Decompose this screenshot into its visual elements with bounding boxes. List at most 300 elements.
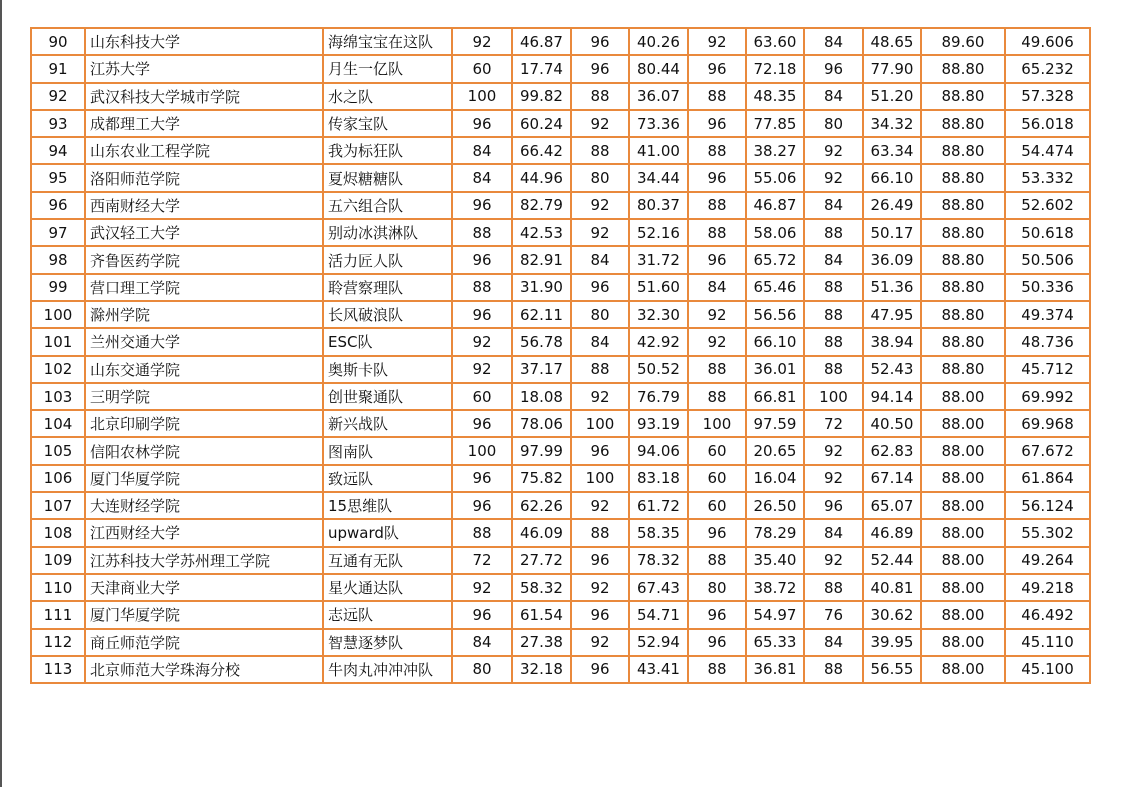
total-cell: 49.606: [1005, 28, 1090, 55]
v1-cell: 42.53: [512, 219, 571, 246]
s3-cell: 88: [688, 192, 746, 219]
s1-cell: 96: [452, 492, 512, 519]
rank-cell: 101: [31, 328, 85, 355]
s2-cell: 96: [571, 547, 629, 574]
v3-cell: 38.72: [746, 574, 804, 601]
v2-cell: 43.41: [629, 656, 688, 683]
s1-cell: 92: [452, 328, 512, 355]
s4-cell: 96: [804, 492, 863, 519]
s3-cell: 88: [688, 83, 746, 110]
s1-cell: 84: [452, 629, 512, 656]
table-row: [31, 55, 1090, 82]
school-cell: 营口理工学院: [85, 274, 323, 301]
s5-cell: 88.00: [921, 547, 1005, 574]
s4-cell: 92: [804, 465, 863, 492]
v1-cell: 60.24: [512, 110, 571, 137]
school-cell: 兰州交通大学: [85, 328, 323, 355]
v1-cell: 75.82: [512, 465, 571, 492]
v4-cell: 77.90: [863, 55, 921, 82]
v4-cell: 40.81: [863, 574, 921, 601]
rank-cell: 93: [31, 110, 85, 137]
team-cell: 我为标狂队: [323, 137, 452, 164]
v2-cell: 42.92: [629, 328, 688, 355]
school-cell: 厦门华厦学院: [85, 601, 323, 628]
s3-cell: 92: [688, 328, 746, 355]
s5-cell: 88.80: [921, 246, 1005, 273]
v2-cell: 58.35: [629, 519, 688, 546]
rank-cell: 99: [31, 274, 85, 301]
school-cell: 北京师范大学珠海分校: [85, 656, 323, 683]
s4-cell: 92: [804, 547, 863, 574]
s1-cell: 100: [452, 83, 512, 110]
rank-cell: 105: [31, 437, 85, 464]
team-cell: 夏烬糖糖队: [323, 164, 452, 191]
v2-cell: 67.43: [629, 574, 688, 601]
v4-cell: 38.94: [863, 328, 921, 355]
s5-cell: 88.00: [921, 519, 1005, 546]
s1-cell: 92: [452, 356, 512, 383]
page-left-edge: [0, 0, 2, 787]
total-cell: 49.374: [1005, 301, 1090, 328]
total-cell: 61.864: [1005, 465, 1090, 492]
v4-cell: 48.65: [863, 28, 921, 55]
rank-cell: 91: [31, 55, 85, 82]
v4-cell: 40.50: [863, 410, 921, 437]
v3-cell: 20.65: [746, 437, 804, 464]
team-cell: 智慧逐梦队: [323, 629, 452, 656]
total-cell: 45.100: [1005, 656, 1090, 683]
v4-cell: 52.43: [863, 356, 921, 383]
s3-cell: 80: [688, 574, 746, 601]
s2-cell: 96: [571, 28, 629, 55]
v2-cell: 80.44: [629, 55, 688, 82]
v3-cell: 78.29: [746, 519, 804, 546]
school-cell: 江西财经大学: [85, 519, 323, 546]
table-row: [31, 574, 1090, 601]
s2-cell: 92: [571, 219, 629, 246]
s3-cell: 88: [688, 383, 746, 410]
v3-cell: 54.97: [746, 601, 804, 628]
v4-cell: 39.95: [863, 629, 921, 656]
total-cell: 57.328: [1005, 83, 1090, 110]
table-row: [31, 410, 1090, 437]
s1-cell: 88: [452, 274, 512, 301]
s1-cell: 96: [452, 410, 512, 437]
s1-cell: 96: [452, 192, 512, 219]
table-row: [31, 28, 1090, 55]
team-cell: 聆营察理队: [323, 274, 452, 301]
team-cell: 月生一亿队: [323, 55, 452, 82]
v3-cell: 63.60: [746, 28, 804, 55]
table-row: [31, 629, 1090, 656]
v3-cell: 66.10: [746, 328, 804, 355]
s5-cell: 88.80: [921, 83, 1005, 110]
total-cell: 67.672: [1005, 437, 1090, 464]
rank-cell: 111: [31, 601, 85, 628]
team-cell: 五六组合队: [323, 192, 452, 219]
v4-cell: 34.32: [863, 110, 921, 137]
v2-cell: 76.79: [629, 383, 688, 410]
s1-cell: 96: [452, 246, 512, 273]
team-cell: 创世聚通队: [323, 383, 452, 410]
s5-cell: 88.80: [921, 164, 1005, 191]
v3-cell: 66.81: [746, 383, 804, 410]
s2-cell: 100: [571, 410, 629, 437]
total-cell: 49.218: [1005, 574, 1090, 601]
total-cell: 50.506: [1005, 246, 1090, 273]
v1-cell: 31.90: [512, 274, 571, 301]
s5-cell: 88.00: [921, 656, 1005, 683]
s5-cell: 88.00: [921, 437, 1005, 464]
v1-cell: 78.06: [512, 410, 571, 437]
s5-cell: 88.00: [921, 492, 1005, 519]
v1-cell: 62.11: [512, 301, 571, 328]
s5-cell: 88.00: [921, 465, 1005, 492]
total-cell: 65.232: [1005, 55, 1090, 82]
v4-cell: 62.83: [863, 437, 921, 464]
team-cell: 致远队: [323, 465, 452, 492]
school-cell: 江苏大学: [85, 55, 323, 82]
v2-cell: 34.44: [629, 164, 688, 191]
v1-cell: 17.74: [512, 55, 571, 82]
v4-cell: 65.07: [863, 492, 921, 519]
v2-cell: 80.37: [629, 192, 688, 219]
s1-cell: 80: [452, 656, 512, 683]
v1-cell: 56.78: [512, 328, 571, 355]
s3-cell: 88: [688, 656, 746, 683]
s5-cell: 88.80: [921, 137, 1005, 164]
s5-cell: 89.60: [921, 28, 1005, 55]
s1-cell: 88: [452, 519, 512, 546]
v1-cell: 27.38: [512, 629, 571, 656]
s3-cell: 60: [688, 465, 746, 492]
s5-cell: 88.80: [921, 301, 1005, 328]
v2-cell: 52.16: [629, 219, 688, 246]
v4-cell: 47.95: [863, 301, 921, 328]
v3-cell: 65.46: [746, 274, 804, 301]
v4-cell: 63.34: [863, 137, 921, 164]
s1-cell: 60: [452, 55, 512, 82]
total-cell: 49.264: [1005, 547, 1090, 574]
school-cell: 山东科技大学: [85, 28, 323, 55]
v1-cell: 99.82: [512, 83, 571, 110]
school-cell: 武汉轻工大学: [85, 219, 323, 246]
s3-cell: 96: [688, 246, 746, 273]
table-row: [31, 492, 1090, 519]
s2-cell: 88: [571, 519, 629, 546]
s4-cell: 88: [804, 328, 863, 355]
school-cell: 厦门华厦学院: [85, 465, 323, 492]
total-cell: 56.018: [1005, 110, 1090, 137]
s2-cell: 88: [571, 137, 629, 164]
team-cell: 长风破浪队: [323, 301, 452, 328]
school-cell: 武汉科技大学城市学院: [85, 83, 323, 110]
total-cell: 45.110: [1005, 629, 1090, 656]
s2-cell: 96: [571, 601, 629, 628]
v4-cell: 52.44: [863, 547, 921, 574]
v2-cell: 78.32: [629, 547, 688, 574]
team-cell: 图南队: [323, 437, 452, 464]
v1-cell: 44.96: [512, 164, 571, 191]
s4-cell: 72: [804, 410, 863, 437]
s2-cell: 96: [571, 656, 629, 683]
v2-cell: 83.18: [629, 465, 688, 492]
total-cell: 53.332: [1005, 164, 1090, 191]
v3-cell: 36.01: [746, 356, 804, 383]
s1-cell: 88: [452, 219, 512, 246]
s2-cell: 80: [571, 164, 629, 191]
v1-cell: 82.91: [512, 246, 571, 273]
s2-cell: 92: [571, 192, 629, 219]
s4-cell: 84: [804, 629, 863, 656]
rank-cell: 110: [31, 574, 85, 601]
total-cell: 45.712: [1005, 356, 1090, 383]
s3-cell: 88: [688, 137, 746, 164]
s2-cell: 96: [571, 55, 629, 82]
v1-cell: 66.42: [512, 137, 571, 164]
table-body: [31, 28, 1090, 683]
school-cell: 江苏科技大学苏州理工学院: [85, 547, 323, 574]
team-cell: ESC队: [323, 328, 452, 355]
s4-cell: 84: [804, 83, 863, 110]
s3-cell: 100: [688, 410, 746, 437]
v1-cell: 62.26: [512, 492, 571, 519]
total-cell: 50.336: [1005, 274, 1090, 301]
v4-cell: 46.89: [863, 519, 921, 546]
s2-cell: 96: [571, 274, 629, 301]
v3-cell: 35.40: [746, 547, 804, 574]
v3-cell: 65.72: [746, 246, 804, 273]
v1-cell: 37.17: [512, 356, 571, 383]
s3-cell: 92: [688, 301, 746, 328]
s3-cell: 92: [688, 28, 746, 55]
v2-cell: 54.71: [629, 601, 688, 628]
school-cell: 天津商业大学: [85, 574, 323, 601]
s5-cell: 88.80: [921, 55, 1005, 82]
s4-cell: 80: [804, 110, 863, 137]
table-row: [31, 110, 1090, 137]
rank-cell: 95: [31, 164, 85, 191]
s1-cell: 96: [452, 465, 512, 492]
s2-cell: 88: [571, 356, 629, 383]
v3-cell: 46.87: [746, 192, 804, 219]
s5-cell: 88.80: [921, 219, 1005, 246]
v1-cell: 32.18: [512, 656, 571, 683]
school-cell: 成都理工大学: [85, 110, 323, 137]
school-cell: 商丘师范学院: [85, 629, 323, 656]
s2-cell: 92: [571, 574, 629, 601]
v4-cell: 67.14: [863, 465, 921, 492]
v2-cell: 36.07: [629, 83, 688, 110]
v3-cell: 26.50: [746, 492, 804, 519]
team-cell: upward队: [323, 519, 452, 546]
v1-cell: 97.99: [512, 437, 571, 464]
v1-cell: 61.54: [512, 601, 571, 628]
v4-cell: 36.09: [863, 246, 921, 273]
s2-cell: 80: [571, 301, 629, 328]
rank-cell: 92: [31, 83, 85, 110]
school-cell: 西南财经大学: [85, 192, 323, 219]
v2-cell: 61.72: [629, 492, 688, 519]
s2-cell: 92: [571, 492, 629, 519]
s5-cell: 88.80: [921, 192, 1005, 219]
s2-cell: 84: [571, 246, 629, 273]
team-cell: 新兴战队: [323, 410, 452, 437]
v3-cell: 58.06: [746, 219, 804, 246]
rank-cell: 106: [31, 465, 85, 492]
school-cell: 山东农业工程学院: [85, 137, 323, 164]
s4-cell: 100: [804, 383, 863, 410]
team-cell: 15思维队: [323, 492, 452, 519]
team-cell: 星火通达队: [323, 574, 452, 601]
rank-cell: 98: [31, 246, 85, 273]
s2-cell: 88: [571, 83, 629, 110]
table-row: [31, 137, 1090, 164]
table-row: [31, 219, 1090, 246]
school-cell: 北京印刷学院: [85, 410, 323, 437]
s5-cell: 88.00: [921, 574, 1005, 601]
v3-cell: 48.35: [746, 83, 804, 110]
s5-cell: 88.00: [921, 410, 1005, 437]
s4-cell: 88: [804, 574, 863, 601]
school-cell: 洛阳师范学院: [85, 164, 323, 191]
ranking-table: [30, 27, 1091, 684]
s4-cell: 88: [804, 656, 863, 683]
v1-cell: 46.09: [512, 519, 571, 546]
s1-cell: 92: [452, 28, 512, 55]
v2-cell: 40.26: [629, 28, 688, 55]
school-cell: 滁州学院: [85, 301, 323, 328]
s1-cell: 92: [452, 574, 512, 601]
table-row: [31, 328, 1090, 355]
table-row: [31, 465, 1090, 492]
rank-cell: 103: [31, 383, 85, 410]
v2-cell: 41.00: [629, 137, 688, 164]
v4-cell: 51.36: [863, 274, 921, 301]
table-row: [31, 83, 1090, 110]
v2-cell: 32.30: [629, 301, 688, 328]
school-cell: 大连财经学院: [85, 492, 323, 519]
v1-cell: 18.08: [512, 383, 571, 410]
total-cell: 55.302: [1005, 519, 1090, 546]
table-row: [31, 192, 1090, 219]
s3-cell: 88: [688, 219, 746, 246]
s3-cell: 60: [688, 437, 746, 464]
s2-cell: 92: [571, 110, 629, 137]
s3-cell: 88: [688, 356, 746, 383]
table-row: [31, 164, 1090, 191]
v1-cell: 46.87: [512, 28, 571, 55]
s2-cell: 92: [571, 383, 629, 410]
s3-cell: 96: [688, 110, 746, 137]
total-cell: 69.992: [1005, 383, 1090, 410]
rank-cell: 104: [31, 410, 85, 437]
total-cell: 54.474: [1005, 137, 1090, 164]
total-cell: 52.602: [1005, 192, 1090, 219]
s1-cell: 84: [452, 164, 512, 191]
s3-cell: 88: [688, 547, 746, 574]
s4-cell: 88: [804, 219, 863, 246]
school-cell: 齐鲁医药学院: [85, 246, 323, 273]
s5-cell: 88.80: [921, 110, 1005, 137]
v2-cell: 94.06: [629, 437, 688, 464]
s4-cell: 92: [804, 164, 863, 191]
total-cell: 56.124: [1005, 492, 1090, 519]
s4-cell: 88: [804, 274, 863, 301]
rank-cell: 108: [31, 519, 85, 546]
v4-cell: 56.55: [863, 656, 921, 683]
s4-cell: 84: [804, 519, 863, 546]
school-cell: 信阳农林学院: [85, 437, 323, 464]
rank-cell: 112: [31, 629, 85, 656]
rank-cell: 109: [31, 547, 85, 574]
v4-cell: 51.20: [863, 83, 921, 110]
s4-cell: 92: [804, 437, 863, 464]
s1-cell: 100: [452, 437, 512, 464]
team-cell: 志远队: [323, 601, 452, 628]
total-cell: 46.492: [1005, 601, 1090, 628]
s3-cell: 96: [688, 164, 746, 191]
v4-cell: 50.17: [863, 219, 921, 246]
s2-cell: 96: [571, 437, 629, 464]
v2-cell: 51.60: [629, 274, 688, 301]
table-row: [31, 656, 1090, 683]
s3-cell: 96: [688, 629, 746, 656]
rank-cell: 102: [31, 356, 85, 383]
s1-cell: 96: [452, 110, 512, 137]
team-cell: 水之队: [323, 83, 452, 110]
v2-cell: 31.72: [629, 246, 688, 273]
table-row: [31, 301, 1090, 328]
s1-cell: 96: [452, 301, 512, 328]
s1-cell: 72: [452, 547, 512, 574]
v2-cell: 93.19: [629, 410, 688, 437]
team-cell: 奥斯卡队: [323, 356, 452, 383]
s4-cell: 84: [804, 28, 863, 55]
s2-cell: 100: [571, 465, 629, 492]
v3-cell: 16.04: [746, 465, 804, 492]
table-row: [31, 601, 1090, 628]
table-row: [31, 519, 1090, 546]
rank-cell: 100: [31, 301, 85, 328]
v4-cell: 94.14: [863, 383, 921, 410]
s1-cell: 96: [452, 601, 512, 628]
team-cell: 活力匠人队: [323, 246, 452, 273]
s1-cell: 60: [452, 383, 512, 410]
table-row: [31, 356, 1090, 383]
team-cell: 牛肉丸冲冲冲队: [323, 656, 452, 683]
rank-cell: 113: [31, 656, 85, 683]
s5-cell: 88.80: [921, 328, 1005, 355]
s3-cell: 96: [688, 601, 746, 628]
v2-cell: 52.94: [629, 629, 688, 656]
team-cell: 互通有无队: [323, 547, 452, 574]
v3-cell: 77.85: [746, 110, 804, 137]
v3-cell: 36.81: [746, 656, 804, 683]
table-row: [31, 547, 1090, 574]
total-cell: 69.968: [1005, 410, 1090, 437]
s3-cell: 96: [688, 55, 746, 82]
v3-cell: 72.18: [746, 55, 804, 82]
team-cell: 别动冰淇淋队: [323, 219, 452, 246]
s4-cell: 88: [804, 301, 863, 328]
v4-cell: 30.62: [863, 601, 921, 628]
team-cell: 传家宝队: [323, 110, 452, 137]
s2-cell: 84: [571, 328, 629, 355]
v1-cell: 82.79: [512, 192, 571, 219]
s1-cell: 84: [452, 137, 512, 164]
v3-cell: 97.59: [746, 410, 804, 437]
